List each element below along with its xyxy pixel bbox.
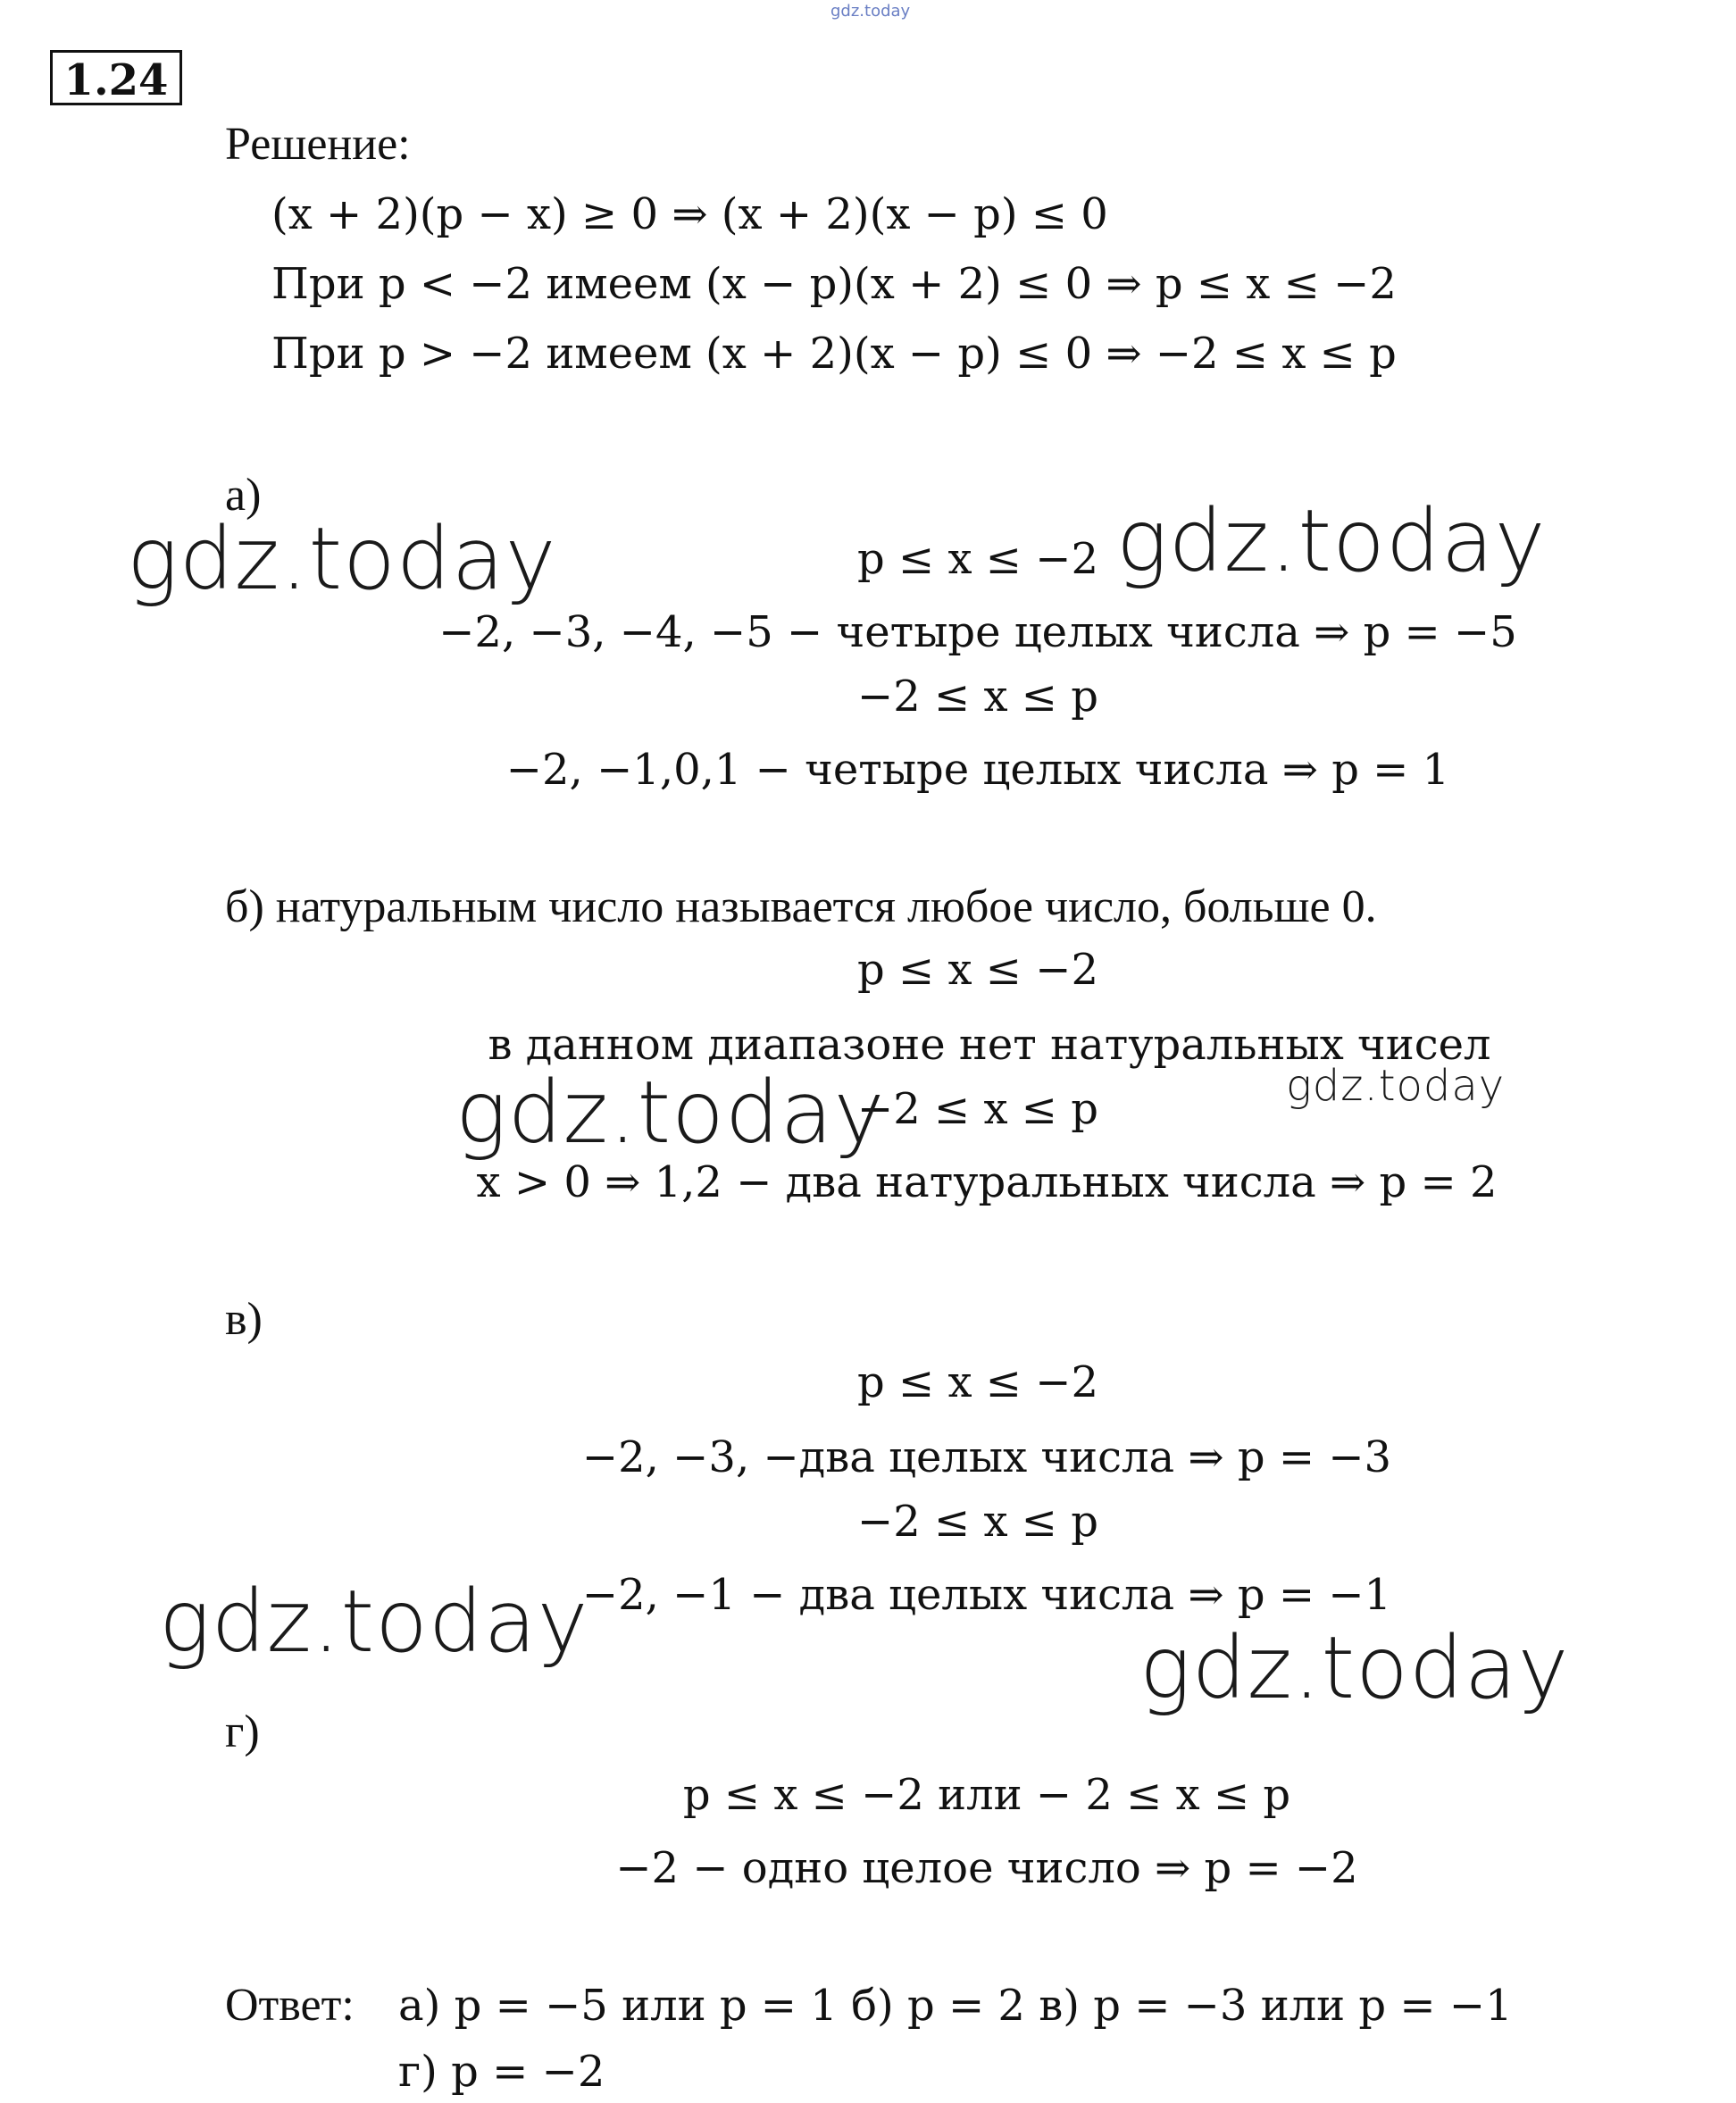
part-a-label: а): [225, 470, 262, 521]
watermark-1: gdz.today: [127, 509, 557, 609]
answer-label: Ответ:: [225, 1980, 355, 2031]
intro-line-2: При p < −2 имеем (x − p)(x + 2) ≤ 0 ⇒ p ≤ x ≤ −2: [271, 259, 1397, 309]
part-b-line-3: −2 ≤ x ≤ p: [856, 1084, 1099, 1134]
part-a-line-3: −2 ≤ x ≤ p: [856, 672, 1099, 722]
part-v-line-3: −2 ≤ x ≤ p: [856, 1497, 1099, 1547]
part-a-line-1: p ≤ x ≤ −2: [856, 534, 1099, 584]
part-v-line-2: −2, −3, −два целых числа ⇒ p = −3: [581, 1432, 1392, 1482]
answer-line-2: г) p = −2: [398, 2047, 605, 2097]
part-v-label: в): [225, 1294, 263, 1345]
top-watermark: gdz.today: [830, 2, 911, 21]
problem-number: 1.24: [50, 50, 182, 105]
part-v-line-1: p ≤ x ≤ −2: [856, 1357, 1099, 1407]
watermark-5: gdz.today: [159, 1572, 589, 1672]
watermark-4: gdz.today: [455, 1063, 886, 1163]
part-b-line-1: p ≤ x ≤ −2: [856, 945, 1099, 995]
part-a-line-4: −2, −1,0,1 − четыре целых числа ⇒ p = 1: [505, 745, 1450, 795]
watermark-2: gdz.today: [1116, 491, 1547, 591]
watermark-6: gdz.today: [1139, 1618, 1570, 1718]
watermark-3: gdz.today: [1286, 1061, 1506, 1111]
part-g-line-1: p ≤ x ≤ −2 или − 2 ≤ x ≤ p: [682, 1770, 1291, 1820]
solution-label: Решение:: [225, 119, 411, 170]
intro-line-3: При p > −2 имеем (x + 2)(x − p) ≤ 0 ⇒ −2 ≤ x ≤ p: [271, 329, 1397, 379]
part-b-line-4: x > 0 ⇒ 1,2 − два натуральных числа ⇒ p = 2: [476, 1157, 1498, 1207]
part-g-line-2: −2 − одно целое число ⇒ p = −2: [615, 1843, 1358, 1893]
part-v-line-4: −2, −1 − два целых числа ⇒ p = −1: [581, 1570, 1392, 1620]
part-b-line-2: в данном диапазоне нет натуральных чисел: [488, 1020, 1491, 1070]
part-g-label: г): [225, 1707, 260, 1757]
intro-line-1: (x + 2)(p − x) ≥ 0 ⇒ (x + 2)(x − p) ≤ 0: [271, 189, 1108, 239]
answer-line-1: а) p = −5 или p = 1 б) p = 2 в) p = −3 или p = −1: [398, 1981, 1513, 2031]
part-b-text: б) натуральным число называется любое число, больше 0.: [225, 881, 1377, 932]
part-a-line-2: −2, −3, −4, −5 − четыре целых числа ⇒ p = −5: [438, 607, 1517, 657]
